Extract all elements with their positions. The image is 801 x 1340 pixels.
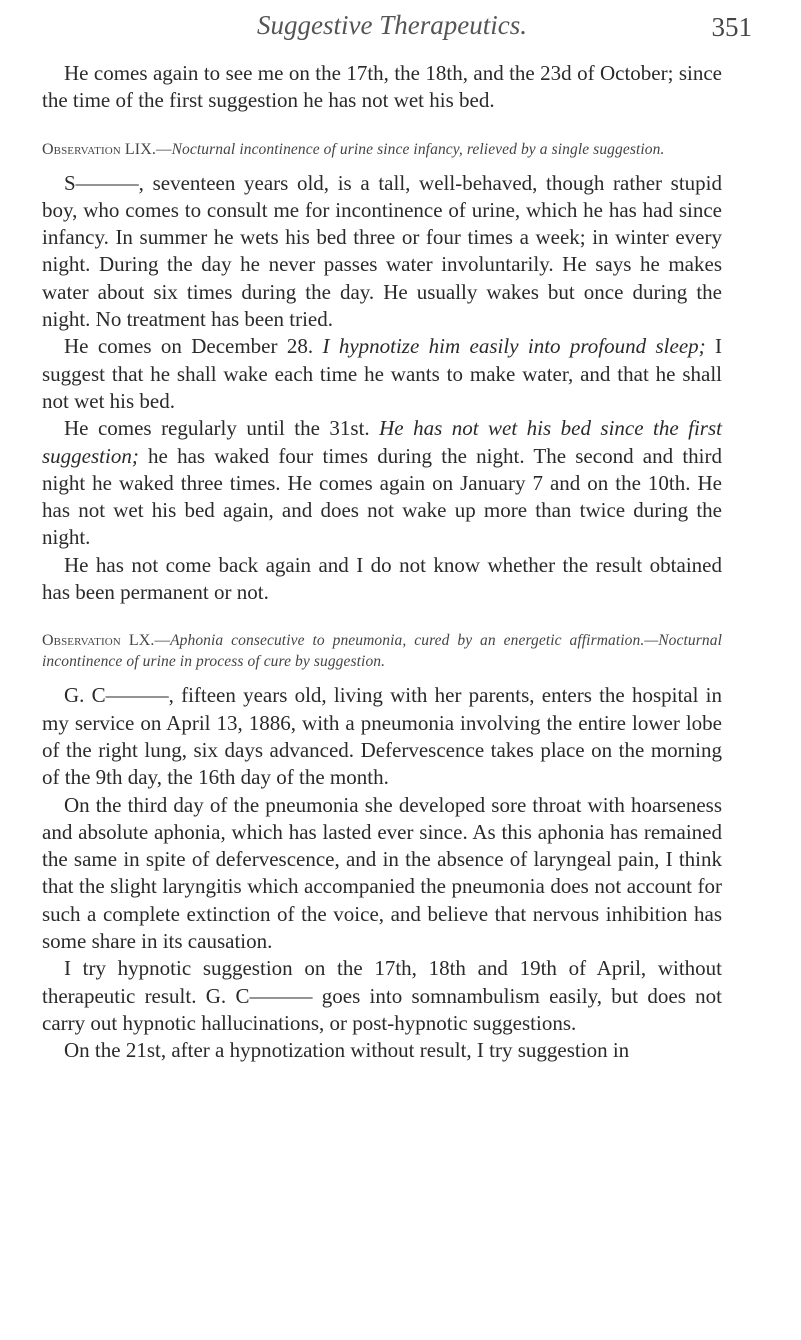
observation-59-paragraph-4: He has not come back again and I do not know whether the result obtained has been permanent or not. [42,552,722,605]
obs59-p3-emphasis: He has not wet his bed since the first suggestion; [42,416,722,468]
obs59-p2-emphasis: I hypnotize him easily into profound sleep; [322,334,706,359]
observation-59-sep: — [155,140,172,158]
observation-60-paragraph-3: I try hypnotic suggestion on the 17th, 18th and 19th of April, without therapeutic result. G. C——— goes into somnambulism easily, but does not carry out hypnotic hallucinations, or post-hypnotic suggestions. [42,956,722,1035]
observation-60-title: Aphonia consecutive to pneumonia, cured by an energetic affirmation.—Nocturnal incontinence of urine in process of cure by suggestion. [42,632,722,671]
obs59-p2-c: I suggest that he shall wake each time he wants to make water, and that he shall not wet his bed. [42,334,722,413]
running-head: Suggestive Therapeutics. [257,10,527,40]
observation-59-heading [42,139,722,160]
obs59-p3-a: He comes regularly until the 31st. [64,416,380,441]
page-number: 351 [711,12,752,42]
observation-60-label: Observation LX. [42,632,155,650]
observation-60-paragraph-1: G. C———, fifteen years old, living with her parents, enters the hospital in my service on April 13, 1886, with a pneumonia involving the entire lower lobe of the right lung, six days advanced. Defervescence takes place on the morning of the 9th day, the 16th day of the month. [42,683,722,790]
page-body [42,60,722,1065]
observation-60-paragraph-4: On the 21st, after a hypnotization without result, I try suggestion in [64,1038,630,1063]
continuation-paragraph: He comes again to see me on the 17th, the 18th, and the 23d of October; since the time of the first suggestion he has not wet his bed. [42,61,722,113]
observation-59-title: Nocturnal incontinence of urine since infancy, relieved by a single suggestion. [171,140,665,158]
page-header [42,10,752,52]
observation-60-heading [42,630,722,672]
observation-59-paragraph-1: S———, seventeen years old, is a tall, well-behaved, though rather stupid boy, who comes to consult me for incontinence of urine, which he has had since infancy. In summer he wets his bed three or four times a week; in winter every night. During the day he never passes water involuntarily. He says he makes water about six times during the day. He usually wakes but once during the night. No treatment has been tried. [42,170,722,332]
observation-59-paragraph-2 [42,333,722,415]
observation-59-label: Observation LIX. [42,140,156,158]
observation-59-paragraph-3 [42,415,722,551]
observation-60-sep: — [154,632,171,650]
observation-60-paragraph-2: On the third day of the pneumonia she developed sore throat with hoarseness and absolute aphonia, which has lasted ever since. As this aphonia has remained the same in spite of defervescence, and in the absence of laryngeal pain, I think that the slight laryngitis which accompanied the pneumonia does not account for such a complete extinction of the voice, and believe that nervous inhibition has some share in its causation. [42,792,722,954]
obs59-p3-c: he has waked four times during the night. The second and third night he waked three times. He comes again on January 7 and on the 10th. He has not wet his bed again, and does not wake up more than twice during the night. [42,443,722,550]
obs59-p2-a: He comes on December 28. [64,334,323,359]
